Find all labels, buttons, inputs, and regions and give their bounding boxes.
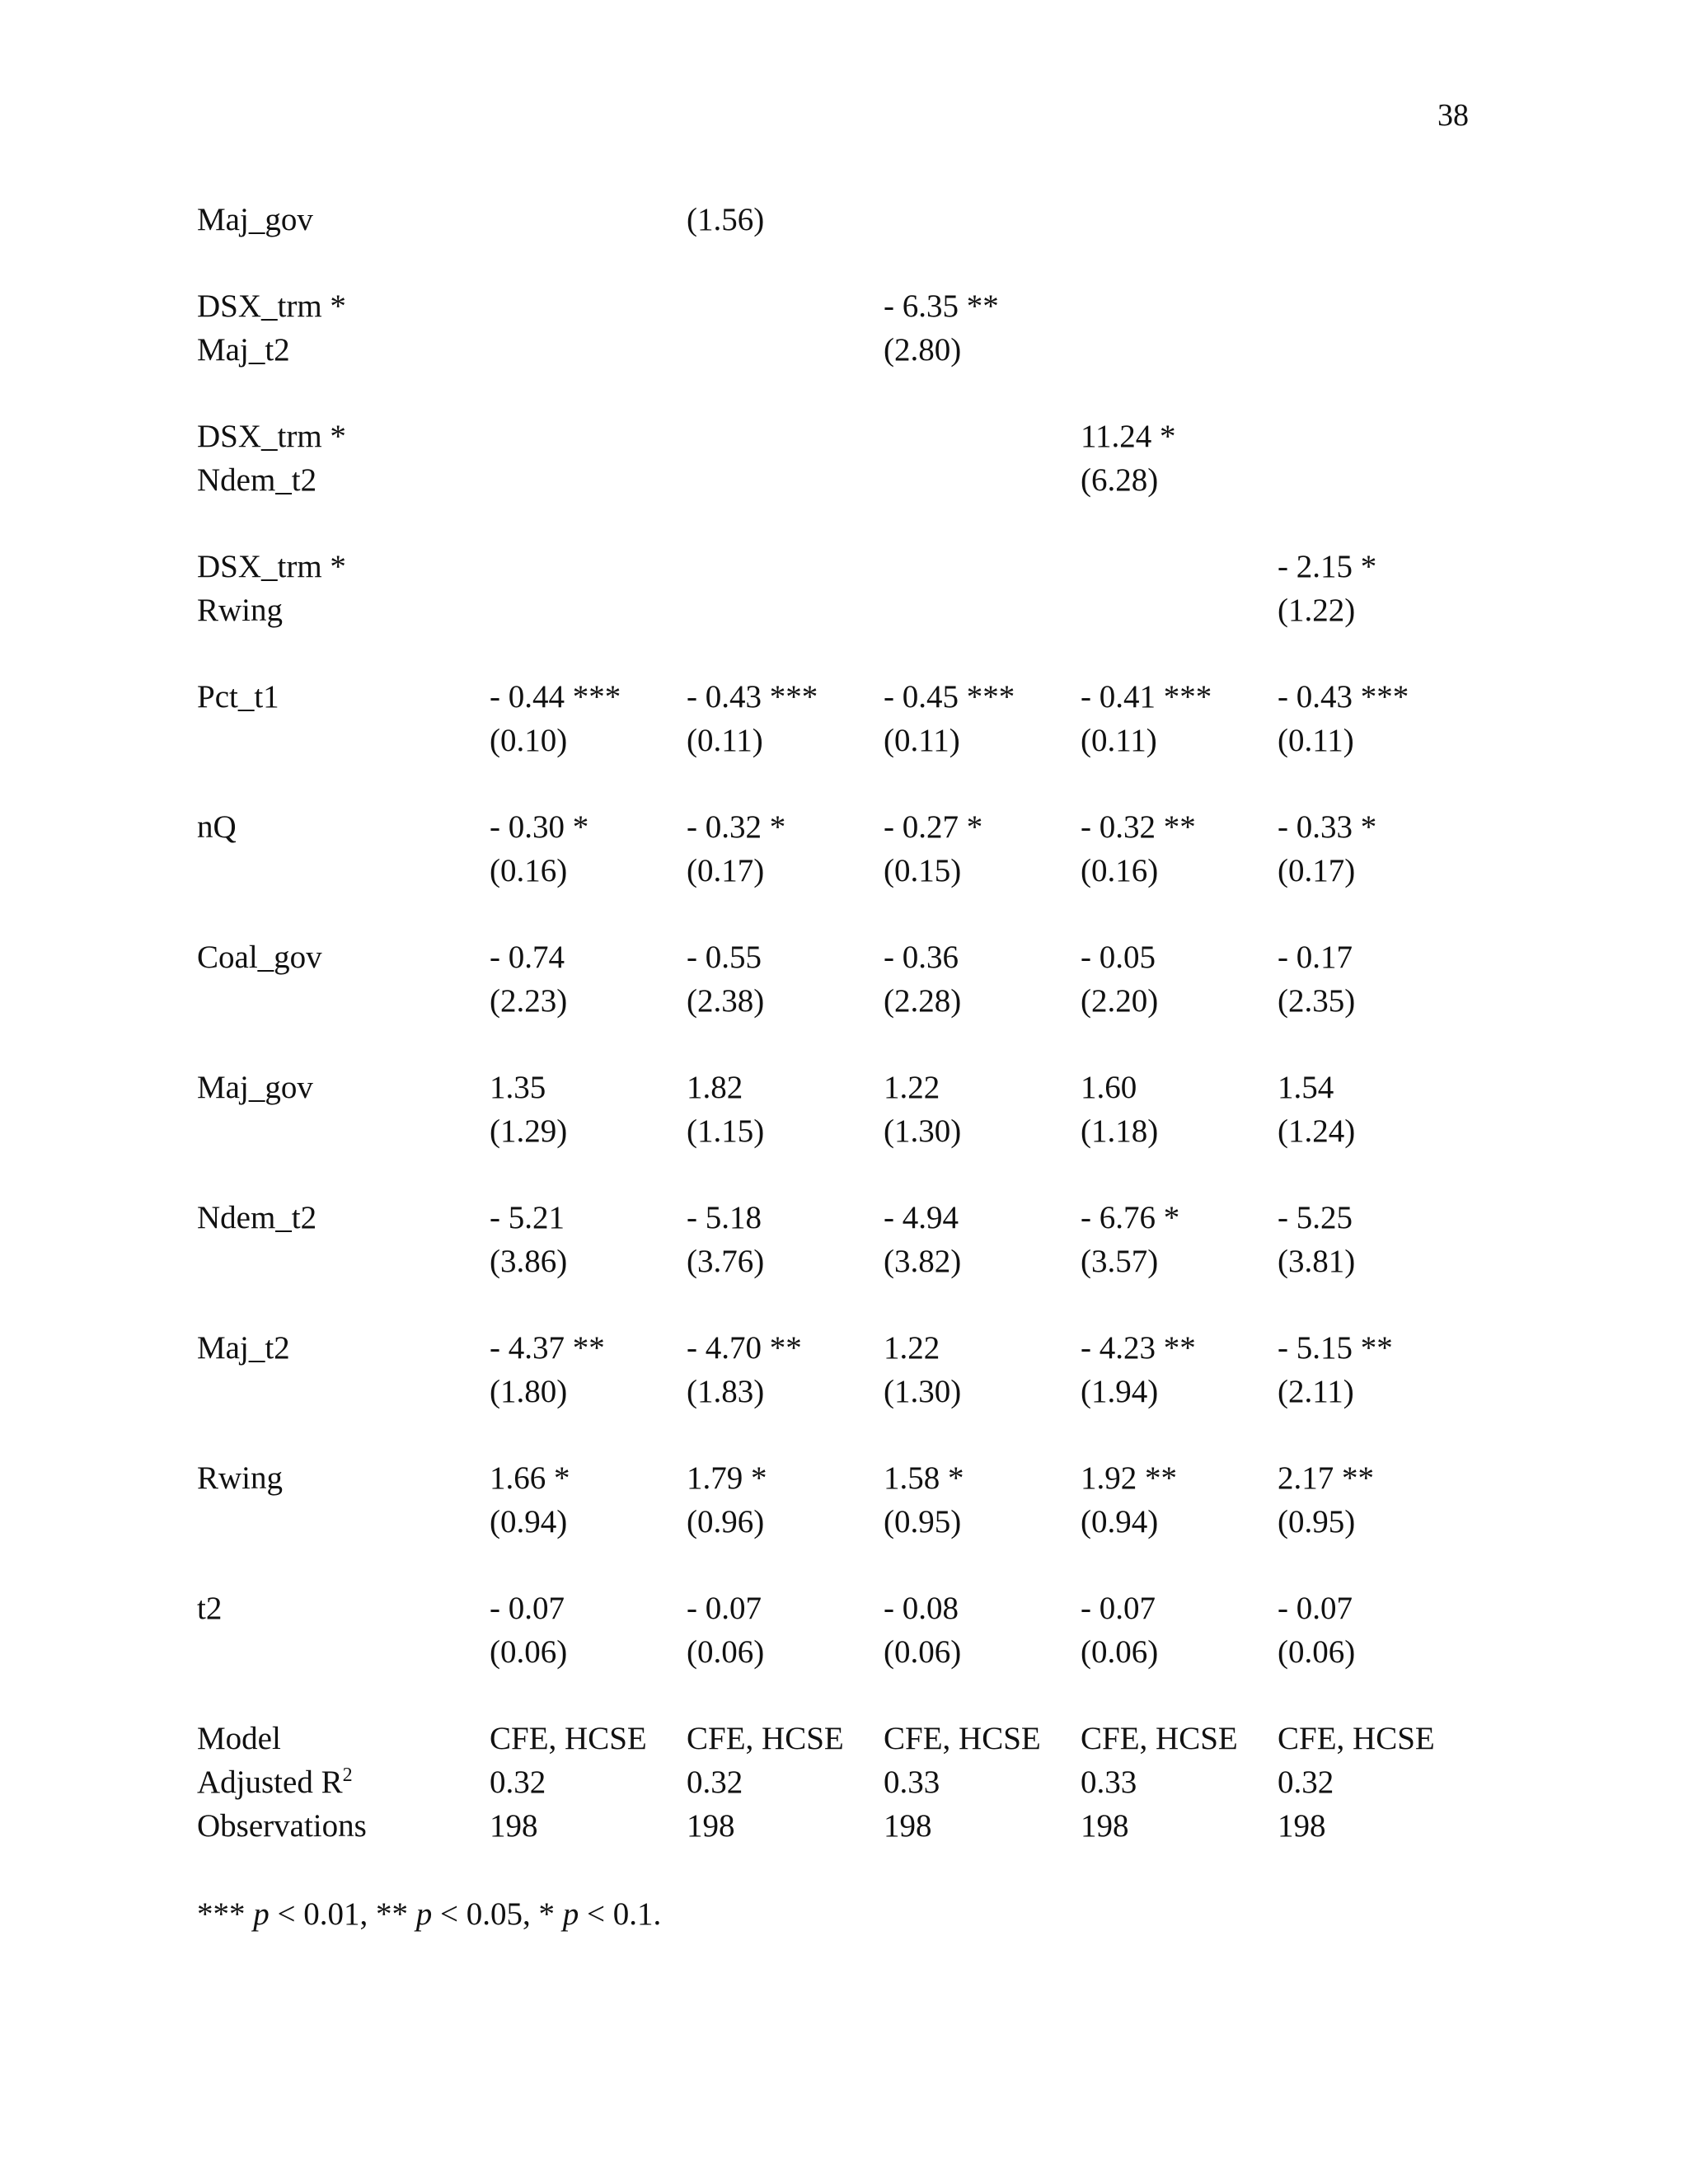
coefficient-line <box>197 198 1483 241</box>
observations-value: 198 <box>1278 1808 1326 1844</box>
coefficient-value: (1.56) <box>687 202 765 237</box>
adjusted-r2-label: Adjusted $R^2$ <box>197 1765 353 1800</box>
standard-error-value <box>884 588 1081 632</box>
variable-block <box>197 805 1483 893</box>
variable-label: Rwing <box>197 593 284 628</box>
coefficient-value: 1.22 <box>884 1070 940 1105</box>
standard-error-value: (0.10) <box>490 723 568 758</box>
standard-error-value: (1.18) <box>1081 1113 1159 1149</box>
coefficient-value: - 0.27 * <box>884 809 983 845</box>
coefficient-value <box>1081 198 1278 241</box>
variable-label <box>197 1500 490 1544</box>
coefficient-value: 1.66 * <box>490 1460 570 1496</box>
standard-error-value: (0.96) <box>687 1504 765 1540</box>
standard-error-value: (3.81) <box>1278 1244 1356 1279</box>
coefficient-value: - 0.30 * <box>490 809 589 845</box>
adjusted-r2-value: 0.32 <box>490 1765 546 1800</box>
variable-block <box>197 1456 1483 1544</box>
model-value: CFE, HCSE <box>490 1721 647 1756</box>
variable-block <box>197 545 1483 632</box>
standard-error-value: (2.23) <box>490 983 568 1019</box>
adjusted-r2-value: 0.32 <box>1278 1765 1334 1800</box>
coefficient-value <box>490 198 687 241</box>
coefficient-value <box>884 545 1081 588</box>
standard-error-value: (0.95) <box>884 1504 962 1540</box>
coefficient-value: - 6.76 * <box>1081 1200 1180 1235</box>
standard-error-value: (0.16) <box>490 853 568 888</box>
coefficient-line <box>197 1586 1483 1630</box>
second-line <box>197 458 1483 502</box>
variable-label: Ndem_t2 <box>197 462 317 498</box>
standard-error-value <box>490 458 687 502</box>
coefficient-line <box>197 1066 1483 1109</box>
observations-value: 198 <box>1081 1808 1129 1844</box>
observations-value: 198 <box>490 1808 538 1844</box>
variable-block <box>197 1196 1483 1283</box>
coefficient-value: - 0.44 *** <box>490 679 621 715</box>
adjusted-r2-row <box>197 1760 1483 1804</box>
variable-block <box>197 284 1483 372</box>
coefficient-value: 1.54 <box>1278 1070 1334 1105</box>
coefficient-value: - 5.25 <box>1278 1200 1353 1235</box>
coefficient-value: - 4.70 ** <box>687 1330 802 1366</box>
standard-error-value: (2.38) <box>687 983 765 1019</box>
standard-error-value: (1.24) <box>1278 1113 1356 1149</box>
standard-error-value: (2.20) <box>1081 983 1159 1019</box>
coefficient-value: 11.24 * <box>1081 419 1176 454</box>
coefficient-value <box>687 284 884 328</box>
adjusted-r2-value: 0.33 <box>1081 1765 1137 1800</box>
standard-error-value <box>490 588 687 632</box>
coefficient-value: 1.82 <box>687 1070 743 1105</box>
standard-error-value: (3.86) <box>490 1244 568 1279</box>
coefficient-value: - 0.05 <box>1081 940 1156 975</box>
coefficient-line <box>197 935 1483 979</box>
coefficient-value: - 2.15 * <box>1278 549 1377 584</box>
standard-error-value <box>1081 328 1278 372</box>
standard-error-value: (1.15) <box>687 1113 765 1149</box>
standard-error-value: (1.29) <box>490 1113 568 1149</box>
coefficient-value <box>1081 284 1278 328</box>
variable-block <box>197 1586 1483 1674</box>
coefficient-value: - 0.07 <box>687 1591 762 1626</box>
coefficient-value: - 5.18 <box>687 1200 762 1235</box>
coefficient-line <box>197 1196 1483 1240</box>
coefficient-value: 2.17 ** <box>1278 1460 1374 1496</box>
observations-value: 198 <box>884 1808 932 1844</box>
coefficient-line <box>197 805 1483 849</box>
coefficient-value: - 0.43 *** <box>1278 679 1409 715</box>
variable-label: DSX_trm * <box>197 419 346 454</box>
coefficient-value <box>490 415 687 458</box>
second-line <box>197 1109 1483 1153</box>
coefficient-line <box>197 675 1483 719</box>
coefficient-value: - 0.07 <box>490 1591 565 1626</box>
standard-error-value: (2.35) <box>1278 983 1356 1019</box>
variable-label <box>197 1240 490 1283</box>
standard-error-value: (1.30) <box>884 1113 962 1149</box>
standard-error-value: (0.11) <box>687 723 763 758</box>
coefficient-value: 1.92 ** <box>1081 1460 1177 1496</box>
coefficient-value <box>1278 415 1475 458</box>
model-value: CFE, HCSE <box>1081 1721 1238 1756</box>
coefficient-value <box>490 284 687 328</box>
coefficient-line <box>197 284 1483 328</box>
coefficient-value: - 0.74 <box>490 940 565 975</box>
observations-value: 198 <box>687 1808 735 1844</box>
variable-block <box>197 415 1483 502</box>
variable-label: Rwing <box>197 1460 284 1496</box>
standard-error-value: (2.80) <box>884 332 962 368</box>
standard-error-value: (3.57) <box>1081 1244 1159 1279</box>
variable-block <box>197 1326 1483 1413</box>
coefficient-value: - 0.08 <box>884 1591 959 1626</box>
second-line <box>197 1630 1483 1674</box>
standard-error-value: (0.95) <box>1278 1504 1356 1540</box>
coefficient-value: 1.79 * <box>687 1460 767 1496</box>
coefficient-value: - 4.94 <box>884 1200 959 1235</box>
standard-error-value <box>1081 588 1278 632</box>
standard-error-value <box>1278 328 1475 372</box>
standard-error-value: (0.11) <box>1278 723 1354 758</box>
coefficient-value: - 0.07 <box>1081 1591 1156 1626</box>
coefficient-line <box>197 1456 1483 1500</box>
variable-label: Maj_gov <box>197 1070 313 1105</box>
variable-label <box>197 849 490 893</box>
second-line <box>197 979 1483 1023</box>
standard-error-value: (2.11) <box>1278 1374 1354 1409</box>
coefficient-value: - 5.15 ** <box>1278 1330 1393 1366</box>
standard-error-value: (1.80) <box>490 1374 568 1409</box>
standard-error-value: (0.16) <box>1081 853 1159 888</box>
model-label: Model <box>197 1721 281 1756</box>
coefficient-value <box>1081 545 1278 588</box>
second-line <box>197 719 1483 762</box>
standard-error-value: (0.11) <box>884 723 960 758</box>
coefficient-rows <box>197 198 1483 1674</box>
observations-row <box>197 1804 1483 1848</box>
variable-label: Maj_t2 <box>197 332 290 368</box>
variable-label: Maj_gov <box>197 202 313 237</box>
second-line <box>197 849 1483 893</box>
standard-error-value <box>687 328 884 372</box>
coefficient-value: - 0.32 ** <box>1081 809 1196 845</box>
variable-label <box>197 719 490 762</box>
second-line <box>197 1370 1483 1413</box>
standard-error-value: (0.11) <box>1081 723 1157 758</box>
variable-label: t2 <box>197 1591 223 1626</box>
coefficient-value <box>687 415 884 458</box>
page-number: 38 <box>1437 98 1469 133</box>
standard-error-value: (0.06) <box>687 1634 765 1670</box>
second-line <box>197 1240 1483 1283</box>
observations-label: Observations <box>197 1808 367 1844</box>
coefficient-value: 1.35 <box>490 1070 546 1105</box>
coefficient-value: - 4.37 ** <box>490 1330 605 1366</box>
standard-error-value: (0.06) <box>1081 1634 1159 1670</box>
standard-error-value: (1.83) <box>687 1374 765 1409</box>
coefficient-value: - 4.23 ** <box>1081 1330 1196 1366</box>
variable-label: Ndem_t2 <box>197 1200 317 1235</box>
coefficient-value <box>884 415 1081 458</box>
coefficient-line <box>197 1326 1483 1370</box>
coefficient-value: 1.60 <box>1081 1070 1137 1105</box>
coefficient-value: - 6.35 ** <box>884 288 999 324</box>
standard-error-value: (0.94) <box>1081 1504 1159 1540</box>
regression-table <box>197 198 1483 1848</box>
variable-label <box>197 1370 490 1413</box>
second-line <box>197 588 1483 632</box>
standard-error-value <box>884 458 1081 502</box>
coefficient-value: - 0.07 <box>1278 1591 1353 1626</box>
variable-label <box>197 1109 490 1153</box>
standard-error-value <box>687 458 884 502</box>
coefficient-value: 1.22 <box>884 1330 940 1366</box>
variable-label: Pct_t1 <box>197 679 279 715</box>
standard-error-value: (1.22) <box>1278 593 1356 628</box>
standard-error-value: (0.15) <box>884 853 962 888</box>
adjusted-r2-value: 0.32 <box>687 1765 743 1800</box>
variable-block <box>197 1066 1483 1153</box>
coefficient-value <box>687 545 884 588</box>
coefficient-value: - 0.33 * <box>1278 809 1377 845</box>
variable-block <box>197 198 1483 241</box>
standard-error-value: (0.06) <box>1278 1634 1356 1670</box>
significance-note: *** p < 0.01, ** p < 0.05, * p < 0.1. <box>197 1896 662 1932</box>
coefficient-value: - 0.45 *** <box>884 679 1015 715</box>
coefficient-value <box>884 198 1081 241</box>
standard-error-value: (2.28) <box>884 983 962 1019</box>
model-row <box>197 1717 1483 1760</box>
variable-label <box>197 979 490 1023</box>
standard-error-value: (0.06) <box>490 1634 568 1670</box>
standard-error-value: (3.82) <box>884 1244 962 1279</box>
coefficient-value <box>490 545 687 588</box>
standard-error-value <box>490 328 687 372</box>
coefficient-value: - 0.17 <box>1278 940 1353 975</box>
variable-block <box>197 935 1483 1023</box>
second-line <box>197 1500 1483 1544</box>
model-value: CFE, HCSE <box>687 1721 844 1756</box>
coefficient-line <box>197 545 1483 588</box>
standard-error-value <box>1278 458 1475 502</box>
standard-error-value: (0.17) <box>1278 853 1356 888</box>
standard-error-value: (6.28) <box>1081 462 1159 498</box>
coefficient-value: - 0.43 *** <box>687 679 818 715</box>
coefficient-value: - 5.21 <box>490 1200 565 1235</box>
variable-label: nQ <box>197 809 237 845</box>
summary-rows <box>197 1717 1483 1848</box>
coefficient-value: - 0.41 *** <box>1081 679 1212 715</box>
standard-error-value: (0.94) <box>490 1504 568 1540</box>
variable-label: DSX_trm * <box>197 549 346 584</box>
standard-error-value: (0.17) <box>687 853 765 888</box>
variable-label: Maj_t2 <box>197 1330 290 1366</box>
coefficient-value <box>1278 284 1475 328</box>
adjusted-r2-value: 0.33 <box>884 1765 940 1800</box>
standard-error-value: (1.30) <box>884 1374 962 1409</box>
standard-error-value: (1.94) <box>1081 1374 1159 1409</box>
standard-error-value: (0.06) <box>884 1634 962 1670</box>
coefficient-value: - 0.55 <box>687 940 762 975</box>
coefficient-value: - 0.32 * <box>687 809 786 845</box>
second-line <box>197 328 1483 372</box>
variable-block <box>197 675 1483 762</box>
coefficient-line <box>197 415 1483 458</box>
coefficient-value: 1.58 * <box>884 1460 964 1496</box>
model-value: CFE, HCSE <box>884 1721 1041 1756</box>
standard-error-value: (3.76) <box>687 1244 765 1279</box>
variable-label: DSX_trm * <box>197 288 346 324</box>
variable-label: Coal_gov <box>197 940 322 975</box>
coefficient-value <box>1278 198 1475 241</box>
variable-label <box>197 1630 490 1674</box>
standard-error-value <box>687 588 884 632</box>
superscript-2: 2 <box>342 1765 353 1786</box>
model-value: CFE, HCSE <box>1278 1721 1435 1756</box>
coefficient-value: - 0.36 <box>884 940 959 975</box>
